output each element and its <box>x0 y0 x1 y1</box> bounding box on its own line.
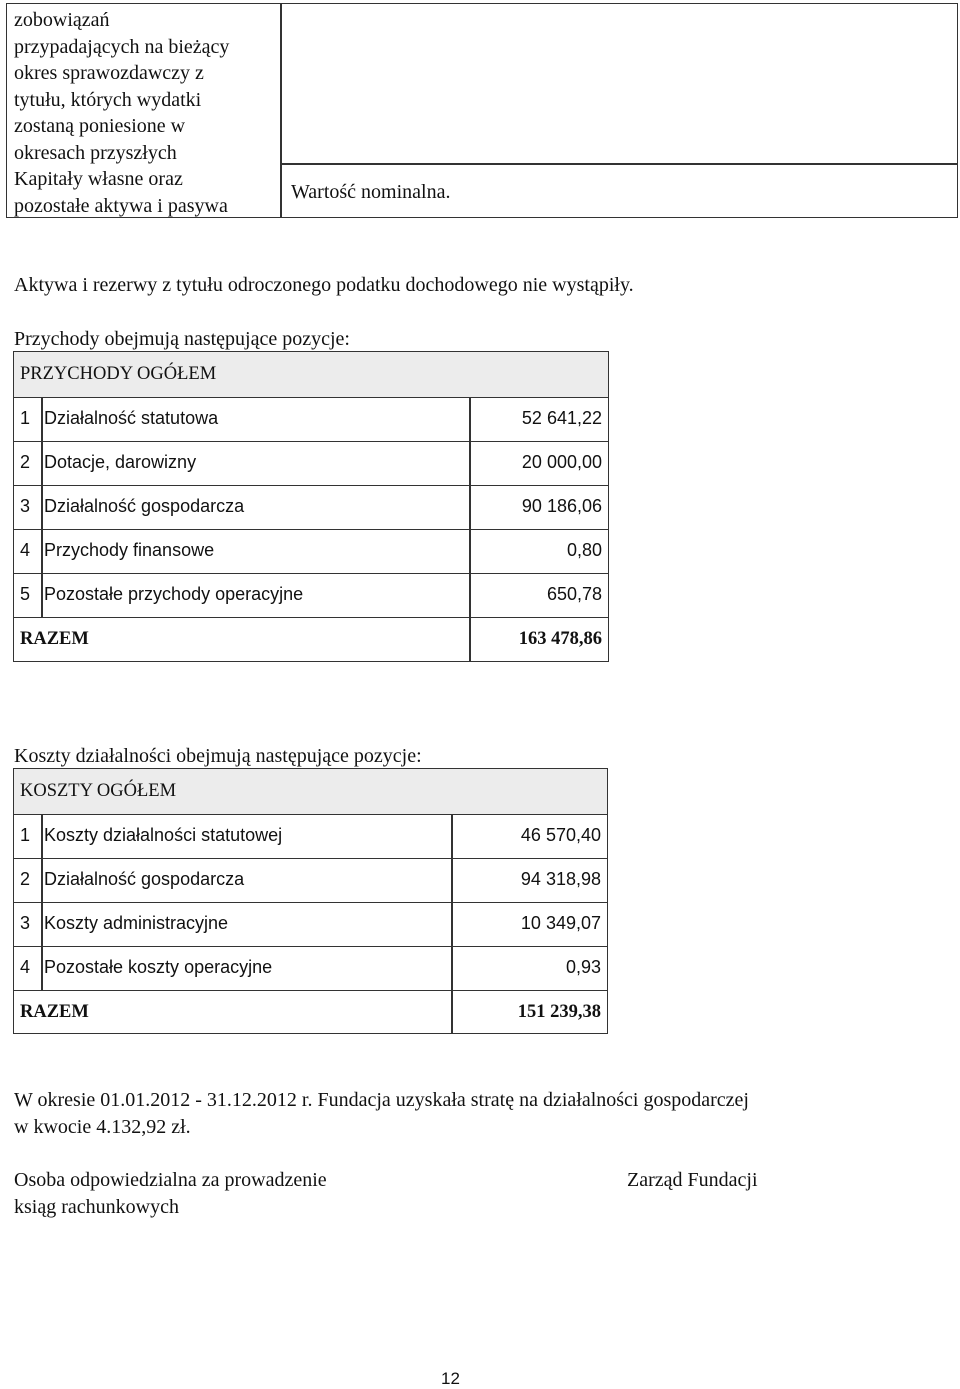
costs-table <box>13 768 608 1034</box>
row-number: 2 <box>20 452 31 472</box>
column-divider <box>451 947 453 990</box>
row-label: Dotacje, darowizny <box>44 452 197 472</box>
row-number: 1 <box>20 825 31 845</box>
column-divider <box>451 903 453 946</box>
column-divider <box>469 618 471 661</box>
row-number: 4 <box>20 540 31 560</box>
policy-text-line: Kapitały własne oraz <box>14 168 183 190</box>
policy-text-line: zostaną poniesione w <box>14 115 186 137</box>
row-number: 4 <box>20 957 31 977</box>
deferred-tax-paragraph: Aktywa i rezerwy z tytułu odroczonego podatku dochodowego nie wystąpiły. <box>14 274 634 296</box>
row-label: Przychody finansowe <box>44 540 215 560</box>
row-number: 1 <box>20 408 31 428</box>
total-value: 163 478,86 <box>518 629 602 649</box>
column-divider <box>41 859 43 902</box>
costs-table-header <box>14 769 607 814</box>
column-divider <box>469 574 471 617</box>
column-divider <box>469 530 471 573</box>
table-row <box>14 902 607 946</box>
column-divider <box>41 530 43 573</box>
policy-text-line: przypadających na bieżący <box>14 35 230 58</box>
row-value: 52 641,22 <box>521 408 602 428</box>
column-divider <box>451 815 453 858</box>
accounting-policy-table <box>6 3 958 218</box>
column-divider <box>41 398 43 441</box>
table-row <box>14 814 607 858</box>
page-number: 12 <box>441 1369 460 1388</box>
policy-text-line: okresach przyszłych <box>14 141 177 164</box>
table-row <box>14 946 607 990</box>
column-divider <box>451 991 453 1033</box>
signature-board: Zarząd Fundacji <box>627 1169 758 1191</box>
row-value: 94 318,98 <box>520 869 601 889</box>
row-divider <box>280 163 957 165</box>
column-divider <box>41 574 43 617</box>
row-label: Koszty administracyjne <box>44 913 229 933</box>
row-value: 0,93 <box>565 957 601 977</box>
column-divider <box>41 903 43 946</box>
table-row <box>14 529 608 573</box>
income-header-label: PRZYCHODY OGÓŁEM <box>20 364 217 384</box>
policy-text-line: zobowiązań <box>14 9 110 31</box>
row-number: 3 <box>20 913 31 933</box>
table-row <box>14 858 607 902</box>
column-divider <box>41 815 43 858</box>
total-label: RAZEM <box>20 1002 89 1022</box>
column-divider <box>469 486 471 529</box>
row-value: 650,78 <box>546 584 602 604</box>
row-number: 5 <box>20 584 31 604</box>
row-value: 46 570,40 <box>520 825 601 845</box>
policy-item-obligations <box>14 7 229 219</box>
row-label: Działalność statutowa <box>44 408 219 428</box>
summary-line-2: w kwocie 4.132,92 zł. <box>14 1116 191 1138</box>
column-divider <box>41 486 43 529</box>
costs-header-label: KOSZTY OGÓŁEM <box>20 781 177 801</box>
table-row <box>14 441 608 485</box>
policy-text-line: pozostałe aktywa i pasywa <box>14 194 228 217</box>
column-divider <box>451 859 453 902</box>
policy-valuation-value: Wartość nominalna. <box>291 181 451 203</box>
summary-line-1: W okresie 01.01.2012 - 31.12.2012 r. Fundacja uzyskała stratę na działalności gospodarczej <box>14 1089 749 1111</box>
table-row <box>14 573 608 617</box>
row-label: Koszty działalności statutowej <box>44 825 283 845</box>
column-divider <box>280 4 282 217</box>
total-label: RAZEM <box>20 629 89 649</box>
row-label: Działalność gospodarcza <box>44 869 245 889</box>
row-value: 20 000,00 <box>521 452 602 472</box>
policy-text-line: okres sprawozdawczy z <box>14 62 204 84</box>
column-divider <box>469 398 471 441</box>
row-label: Działalność gospodarcza <box>44 496 245 516</box>
signature-accountant-line-1: Osoba odpowiedzialna za prowadzenie <box>14 1169 327 1191</box>
table-row <box>14 397 608 441</box>
column-divider <box>469 442 471 485</box>
costs-total-row <box>14 990 607 1033</box>
row-label: Pozostałe przychody operacyjne <box>44 584 304 604</box>
signature-accountant-line-2: ksiąg rachunkowych <box>14 1196 179 1218</box>
income-intro: Przychody obejmują następujące pozycje: <box>14 328 350 350</box>
table-row <box>14 485 608 529</box>
row-value: 90 186,06 <box>521 496 602 516</box>
income-table <box>13 351 609 662</box>
costs-intro: Koszty działalności obejmują następujące pozycje: <box>14 745 422 767</box>
total-value: 151 239,38 <box>517 1002 601 1022</box>
column-divider <box>41 442 43 485</box>
row-label: Pozostałe koszty operacyjne <box>44 957 273 977</box>
policy-text-line: tytułu, których wydatki <box>14 88 202 111</box>
column-divider <box>41 947 43 990</box>
income-total-row <box>14 617 608 661</box>
row-value: 10 349,07 <box>520 913 601 933</box>
row-value: 0,80 <box>566 540 602 560</box>
row-number: 2 <box>20 869 31 889</box>
row-number: 3 <box>20 496 31 516</box>
income-table-header <box>14 352 608 397</box>
